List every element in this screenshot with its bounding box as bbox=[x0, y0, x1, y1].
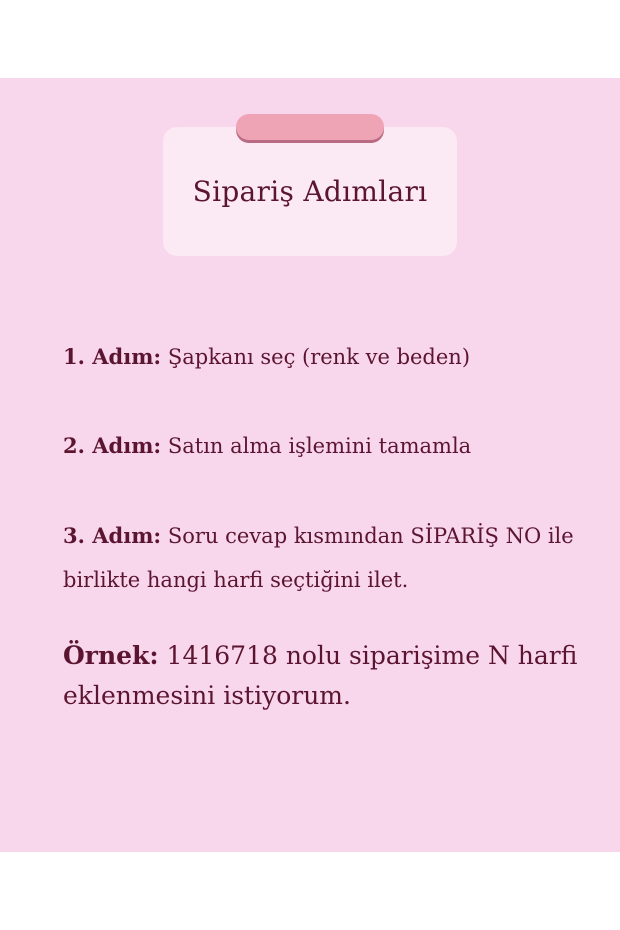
page-title: Sipariş Adımları bbox=[192, 175, 428, 208]
info-canvas bbox=[0, 78, 620, 852]
step-3-label: 3. Adım: bbox=[63, 523, 162, 548]
example-text bbox=[63, 636, 603, 716]
step-1-label: 1. Adım: bbox=[63, 344, 162, 369]
step-3 bbox=[63, 514, 583, 602]
example-body: 1416718 nolu siparişime N harfi eklenmesini istiyorum. bbox=[63, 641, 578, 710]
step-2-text: Satın alma işlemini tamamla bbox=[167, 434, 472, 458]
step-2 bbox=[63, 424, 583, 468]
title-card-tab bbox=[236, 114, 384, 140]
step-3-text: Soru cevap kısmından SİPARİŞ NO ile birlikte hangi harfi seçtiğini ilet. bbox=[63, 524, 574, 592]
title-card bbox=[163, 127, 457, 256]
step-1 bbox=[63, 335, 583, 379]
step-2-label: 2. Adım: bbox=[63, 433, 162, 458]
step-1-text: Şapkanı seç (renk ve beden) bbox=[167, 345, 471, 369]
example-label: Örnek: bbox=[63, 641, 159, 670]
